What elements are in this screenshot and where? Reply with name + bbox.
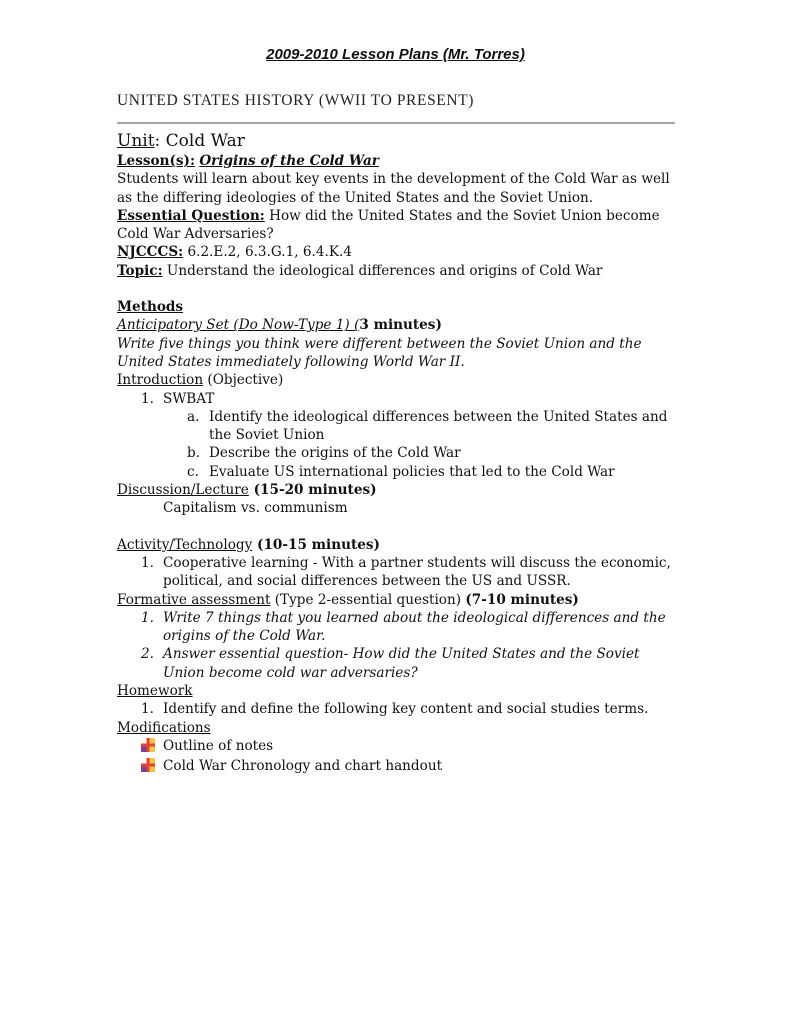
list-marker: b.: [187, 445, 201, 462]
list-item-text: Outline of notes: [163, 737, 274, 754]
anticipatory-prompt: Write five things you think were different between the Soviet Union and the United States immediately following World War II.: [117, 335, 642, 370]
list-marker: 1.: [141, 609, 154, 626]
list-marker: 1.: [141, 390, 154, 407]
formative-time: (7-10 minutes): [465, 591, 579, 608]
introduction-suffix: (Objective): [203, 372, 284, 389]
homework-label: Homework: [117, 683, 193, 700]
topic-line: [117, 262, 677, 280]
anticipatory-set-line: [117, 316, 677, 334]
list-item-text: SWBAT: [163, 390, 215, 407]
formative-suffix: (Type 2-essential question): [270, 591, 466, 608]
cross-bullet-icon: [141, 738, 155, 752]
list-item: [117, 700, 677, 718]
objective-item: [117, 463, 677, 481]
objective-item: [117, 408, 677, 445]
list-marker: c.: [187, 463, 199, 480]
list-item-text: Identify and define the following key content and social studies terms.: [163, 701, 649, 718]
list-marker: 1.: [141, 701, 154, 718]
discussion-label: Discussion/Lecture: [117, 482, 249, 499]
lesson-description: Students will learn about key events in the development of the Cold War as well as the differing ideologies of the United States and the Soviet Union.: [117, 171, 670, 206]
anticipatory-time: 3 minutes): [359, 317, 442, 334]
objective-text: Evaluate US international policies that led to the Cold War: [209, 463, 615, 480]
formative-list: [117, 609, 677, 682]
list-marker: 1.: [141, 554, 154, 571]
activity-list: [117, 554, 677, 591]
anticipatory-paren: (: [354, 317, 360, 334]
essential-question: [117, 207, 677, 244]
unit-line: [117, 130, 677, 152]
activity-line: [117, 536, 677, 554]
list-item-text: Write 7 things that you learned about the ideological differences and the origins of the Cold War.: [163, 609, 666, 645]
introduction-list: [117, 390, 677, 408]
list-marker: 2.: [141, 646, 154, 663]
njcccs-line: [117, 243, 677, 261]
list-item-text: Answer essential question- How did the United States and the Soviet Union become cold war adversaries?: [163, 646, 640, 681]
unit-value: : Cold War: [154, 131, 245, 151]
topic-label: Topic:: [117, 262, 163, 279]
njcccs-value: 6.2.E.2, 6.3.G.1, 6.4.K.4: [183, 244, 352, 261]
objective-text: Describe the origins of the Cold War: [209, 445, 461, 462]
list-item: [117, 737, 677, 755]
topic-value: Understand the ideological differences and origins of Cold War: [162, 262, 603, 279]
formative-label: Formative assessment: [117, 591, 271, 608]
list-item-text: Cold War Chronology and chart handout: [163, 758, 443, 775]
discussion-line: [117, 481, 677, 499]
activity-label: Activity/Technology: [117, 536, 253, 553]
modifications-list: [117, 737, 677, 776]
course-title: UNITED STATES HISTORY (WWII TO PRESENT): [117, 92, 474, 109]
methods-heading: Methods: [117, 299, 184, 316]
objective-text: Identify the ideological differences between the United States and the Soviet Union: [209, 408, 668, 444]
essential-question-text: How did the United States and the Soviet Union become Cold War Adversaries?: [117, 207, 660, 243]
essential-question-label: Essential Question:: [117, 207, 265, 224]
lesson-line: [117, 152, 677, 170]
discussion-text: Capitalism vs. communism: [163, 500, 348, 517]
objectives-list: [117, 408, 677, 481]
document-header-title: 2009-2010 Lesson Plans (Mr. Torres): [266, 46, 525, 63]
list-item: [117, 390, 677, 408]
cross-bullet-icon: [141, 758, 155, 772]
activity-time: (10-15 minutes): [252, 536, 380, 553]
header-divider: [117, 122, 675, 124]
list-item: [117, 645, 677, 682]
list-marker: a.: [187, 408, 200, 425]
anticipatory-set-label: Anticipatory Set (Do Now-Type 1): [117, 317, 355, 334]
homework-list: [117, 700, 677, 718]
list-item: [117, 554, 677, 591]
lesson-label: Lesson(s):: [117, 153, 195, 169]
objective-item: [117, 444, 677, 462]
list-item-text: Cooperative learning - With a partner students will discuss the economic, political, and social differences between the US and USSR.: [163, 554, 671, 590]
introduction-line: [117, 371, 677, 389]
njcccs-label: NJCCCS:: [117, 244, 184, 261]
discussion-time: (15-20 minutes): [248, 482, 377, 499]
list-item: [117, 609, 677, 646]
unit-label: Unit: [117, 131, 155, 151]
lesson-title: Origins of the Cold War: [199, 153, 379, 169]
introduction-label: Introduction: [117, 372, 204, 389]
formative-line: [117, 591, 677, 609]
list-item: [117, 757, 677, 775]
modifications-label: Modifications: [117, 719, 211, 736]
lesson-body: [117, 130, 677, 778]
